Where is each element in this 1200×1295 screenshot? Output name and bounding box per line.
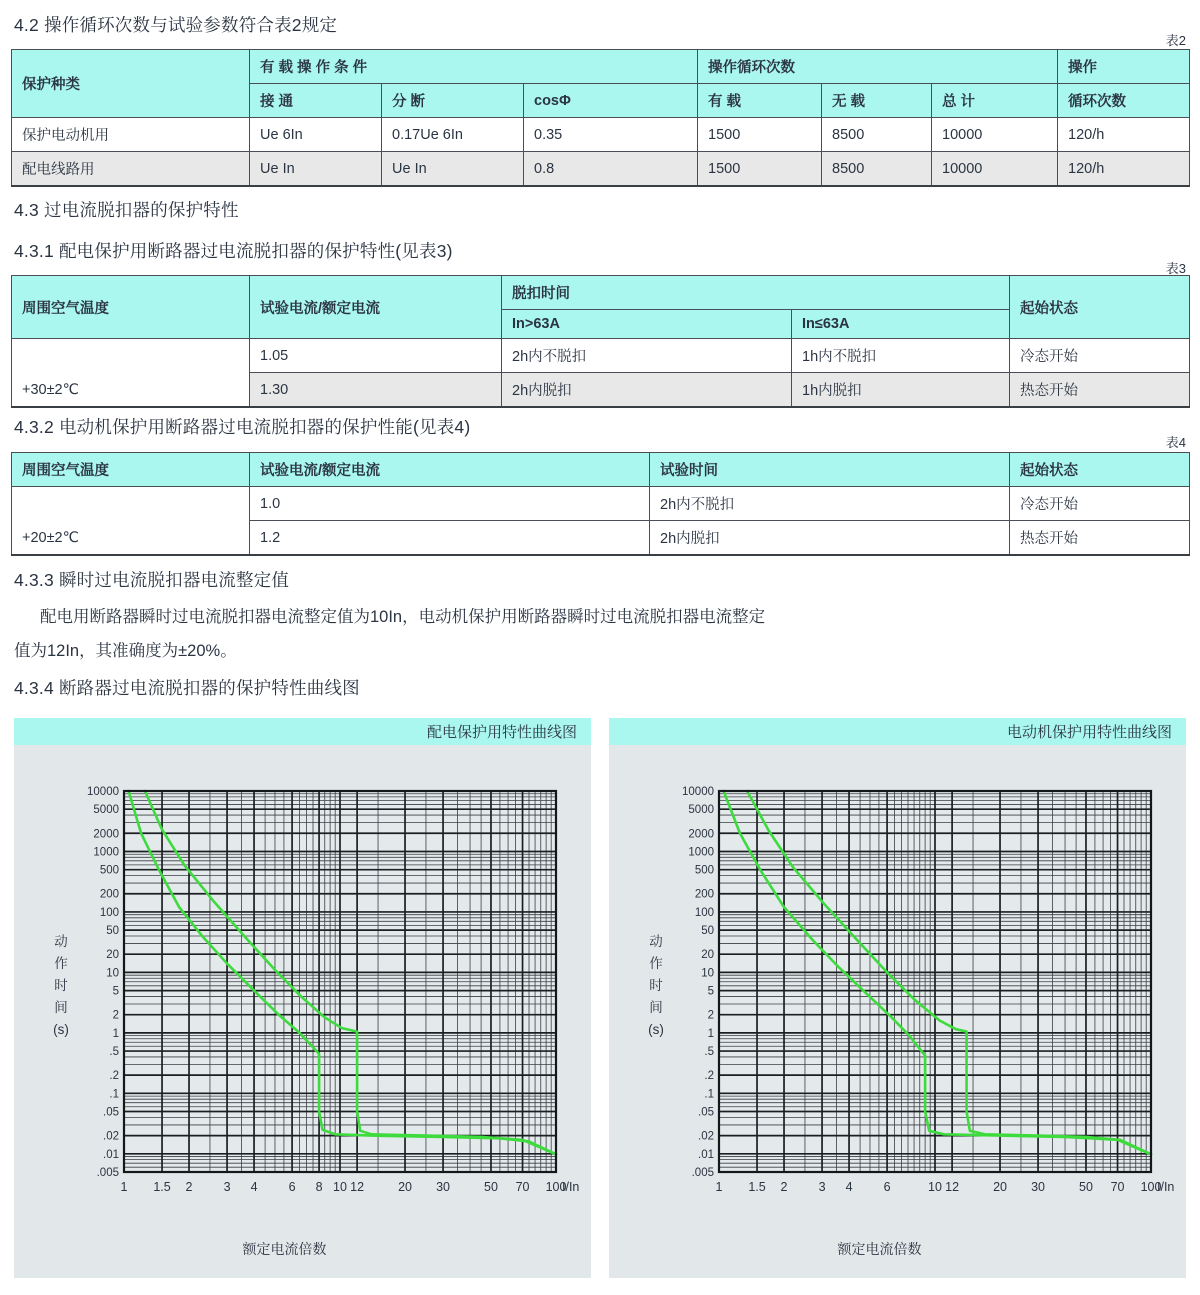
svg-text:6: 6 [883,1180,891,1194]
svg-text:5: 5 [112,985,119,998]
table2 [11,49,1190,187]
svg-text:4: 4 [250,1180,258,1194]
table3-th-trip-gt63: In>63A [502,310,792,339]
characteristic-curve-charts [14,718,1186,1278]
table4-th-ambient: 周围空气温度 [12,453,250,487]
svg-text:.05: .05 [103,1106,119,1119]
ylabel-char: 时 [649,978,663,993]
table2-cell-break: 0.17Ue 6In [382,118,524,152]
table2-cell-break: Ue In [382,152,524,187]
svg-text:200: 200 [694,888,714,901]
table2-cell-make: Ue In [250,152,382,187]
svg-text:1: 1 [112,1027,119,1040]
svg-text:1.5: 1.5 [748,1180,766,1194]
table2-th-make: 接 通 [250,84,382,118]
table4-cell-time: 2h内脱扣 [650,521,1010,556]
chart-body-distribution [14,745,591,1278]
table2-cell-total: 10000 [932,152,1058,187]
svg-text:5: 5 [707,985,714,998]
table4-th-current-ratio: 试验电流/额定电流 [250,453,650,487]
svg-text:4: 4 [845,1180,853,1194]
table2-wrapper [11,49,1189,187]
svg-text:5000: 5000 [93,804,119,817]
table2-cell-cosphi: 0.35 [524,118,698,152]
table4-cell-state: 热态开始 [1010,521,1190,556]
table3-th-trip-time: 脱扣时间 [502,276,1010,310]
svg-text:100: 100 [99,906,119,919]
table4-cell-ratio: 1.2 [250,521,650,556]
chart-ylabel-distribution [50,931,72,1041]
svg-text:2: 2 [780,1180,788,1194]
svg-text:I/In: I/In [1157,1180,1175,1194]
svg-text:10000: 10000 [682,786,714,798]
section-heading-4-3-1: 4.3.1 配电保护用断路器过电流脱扣器的保护特性(见表3) [14,241,453,261]
svg-text:5000: 5000 [688,804,714,817]
table2-th-protect-type: 保护种类 [12,50,250,118]
svg-text:I/In: I/In [562,1180,580,1194]
svg-text:10: 10 [701,967,714,980]
table3-cell-state: 热态开始 [1010,373,1190,408]
svg-text:2000: 2000 [93,828,119,841]
section-heading-4-3: 4.3 过电流脱扣器的保护特性 [14,200,239,220]
table3-cell-gt63: 2h内脱扣 [502,373,792,408]
ylabel-char: 时 [54,978,68,993]
table4-cell-state: 冷态开始 [1010,487,1190,521]
section-heading-4-2: 4.2 操作循环次数与试验参数符合表2规定 [14,15,338,35]
table3-th-trip-le63: In≤63A [792,310,1010,339]
table4-wrapper [11,452,1189,556]
table3-cell-ambient: +30±2℃ [12,339,250,408]
table2-caption: 表2 [1165,33,1186,48]
ylabel-char: 作 [649,956,663,971]
svg-text:.2: .2 [109,1070,119,1083]
svg-text:.5: .5 [704,1046,714,1059]
svg-text:10: 10 [928,1180,942,1194]
svg-text:20: 20 [701,949,714,962]
svg-text:1: 1 [707,1027,714,1040]
svg-text:30: 30 [1031,1180,1046,1194]
svg-text:12: 12 [945,1180,960,1194]
chart-panel-motor [609,718,1186,1278]
table2-cell-type: 配电线路用 [12,152,250,187]
chart-title-distribution: 配电保护用特性曲线图 [426,724,577,741]
table2-th-loaded: 有 载 [698,84,822,118]
table2-cell-loaded: 1500 [698,152,822,187]
table3-th-current-ratio: 试验电流/额定电流 [250,276,502,339]
table2-cell-cosphi: 0.8 [524,152,698,187]
chart-xlabel-motor: 额定电流倍数 [837,1241,922,1257]
table2-cell-cycles: 120/h [1058,152,1190,187]
section-4-3-3-paragraph-line1: 配电用断路器瞬时过电流脱扣器电流整定值为10In，电动机保护用断路器瞬时过电流脱扣器电流整定 [40,608,766,626]
table2-cell-unloaded: 8500 [822,118,932,152]
table2-cell-total: 10000 [932,118,1058,152]
chart-xlabel-distribution: 额定电流倍数 [242,1241,327,1257]
table2-th-cosphi: cosΦ [524,84,698,118]
table2-th-unloaded: 无 载 [822,84,932,118]
svg-text:50: 50 [701,925,714,938]
svg-text:500: 500 [99,864,119,877]
ylabel-char: (s) [648,1022,664,1037]
svg-text:100: 100 [694,906,714,919]
chart-title-motor: 电动机保护用特性曲线图 [1006,724,1172,741]
table4-th-initial-state: 起始状态 [1010,453,1190,487]
svg-text:10000: 10000 [87,786,119,798]
table2-th-total: 总 计 [932,84,1058,118]
svg-text:.005: .005 [96,1167,119,1179]
svg-text:.5: .5 [109,1046,119,1059]
ylabel-char: 间 [649,1000,663,1015]
chart-title-bar-distribution [14,718,591,745]
table2-header-row-1 [12,50,1190,84]
table4-cell-ambient: +20±2℃ [12,487,250,556]
ylabel-char: 间 [54,1000,68,1015]
svg-text:1000: 1000 [688,846,714,859]
table2-th-break: 分 断 [382,84,524,118]
svg-text:2: 2 [707,1009,714,1022]
svg-text:.005: .005 [691,1167,714,1179]
svg-text:1: 1 [715,1180,723,1194]
svg-text:1: 1 [120,1180,128,1194]
svg-text:50: 50 [484,1180,498,1194]
svg-text:10: 10 [106,967,119,980]
table-row [12,118,1190,152]
table3-cell-gt63: 2h内不脱扣 [502,339,792,373]
chart-panel-distribution [14,718,591,1278]
svg-text:.01: .01 [103,1148,119,1161]
svg-text:20: 20 [398,1180,412,1194]
section-heading-4-3-4: 4.3.4 断路器过电流脱扣器的保护特性曲线图 [14,678,360,698]
svg-text:10: 10 [333,1180,347,1194]
table3-header-row-1 [12,276,1190,310]
table-row [12,487,1190,521]
svg-text:70: 70 [515,1180,530,1194]
section-4-3-3-paragraph-line2: 值为12In，其准确度为±20%。 [14,642,237,660]
svg-text:3: 3 [223,1180,231,1194]
table4-header-row [12,453,1190,487]
table2-cell-cycles: 120/h [1058,118,1190,152]
table4-caption: 表4 [1165,435,1186,450]
table4-cell-ratio: 1.0 [250,487,650,521]
table3-cell-ratio: 1.05 [250,339,502,373]
svg-text:.01: .01 [698,1148,714,1161]
table3-cell-ratio: 1.30 [250,373,502,408]
svg-text:200: 200 [99,888,119,901]
table3-th-ambient: 周围空气温度 [12,276,250,339]
svg-text:2000: 2000 [688,828,714,841]
svg-text:.1: .1 [109,1088,119,1101]
table-row [12,339,1190,373]
table2-cell-make: Ue 6In [250,118,382,152]
table3-wrapper [11,275,1189,408]
svg-text:.02: .02 [103,1130,119,1143]
svg-text:.1: .1 [704,1088,714,1101]
svg-text:30: 30 [436,1180,451,1194]
chart-title-bar-motor [609,718,1186,745]
svg-text:.2: .2 [704,1070,714,1083]
table4-th-test-time: 试验时间 [650,453,1010,487]
table2-cell-unloaded: 8500 [822,152,932,187]
svg-text:20: 20 [993,1180,1007,1194]
svg-text:100: 100 [1140,1180,1162,1194]
table3-cell-le63: 1h内不脱扣 [792,339,1010,373]
svg-text:1.5: 1.5 [153,1180,171,1194]
section-heading-4-3-3: 4.3.3 瞬时过电流脱扣器电流整定值 [14,570,290,590]
svg-text:3: 3 [818,1180,826,1194]
svg-text:50: 50 [1079,1180,1093,1194]
svg-text:8: 8 [315,1180,323,1194]
table3-cell-state: 冷态开始 [1010,339,1190,373]
svg-text:6: 6 [288,1180,296,1194]
svg-text:1000: 1000 [93,846,119,859]
table2-th-load-conditions: 有 载 操 作 条 件 [250,50,698,84]
chart-body-motor [609,745,1186,1278]
table2-cell-loaded: 1500 [698,118,822,152]
table3-cell-le63: 1h内脱扣 [792,373,1010,408]
table2-cell-type: 保护电动机用 [12,118,250,152]
table3 [11,275,1190,408]
ylabel-char: (s) [53,1022,69,1037]
svg-text:500: 500 [694,864,714,877]
ylabel-char: 动 [54,934,68,949]
table4-cell-time: 2h内不脱扣 [650,487,1010,521]
ylabel-char: 动 [649,934,663,949]
ylabel-char: 作 [54,956,68,971]
svg-text:2: 2 [185,1180,193,1194]
table2-th-cycles-group: 操作循环次数 [698,50,1058,84]
svg-text:.02: .02 [698,1130,714,1143]
table3-caption: 表3 [1165,261,1186,276]
svg-text:12: 12 [350,1180,365,1194]
table4 [11,452,1190,556]
section-heading-4-3-2: 4.3.2 电动机保护用断路器过电流脱扣器的保护性能(见表4) [14,417,471,437]
svg-text:.05: .05 [698,1106,714,1119]
chart-ylabel-motor [645,931,667,1041]
table2-th-cycle-count: 循环次数 [1058,84,1190,118]
table3-th-initial-state: 起始状态 [1010,276,1190,339]
chart-plot-motor [609,745,1186,1245]
svg-text:70: 70 [1110,1180,1125,1194]
table2-th-operation: 操作 [1058,50,1190,84]
svg-text:100: 100 [545,1180,567,1194]
table-row [12,152,1190,187]
chart-plot-distribution [14,745,591,1245]
svg-text:2: 2 [112,1009,119,1022]
svg-text:50: 50 [106,925,119,938]
svg-text:20: 20 [106,949,119,962]
